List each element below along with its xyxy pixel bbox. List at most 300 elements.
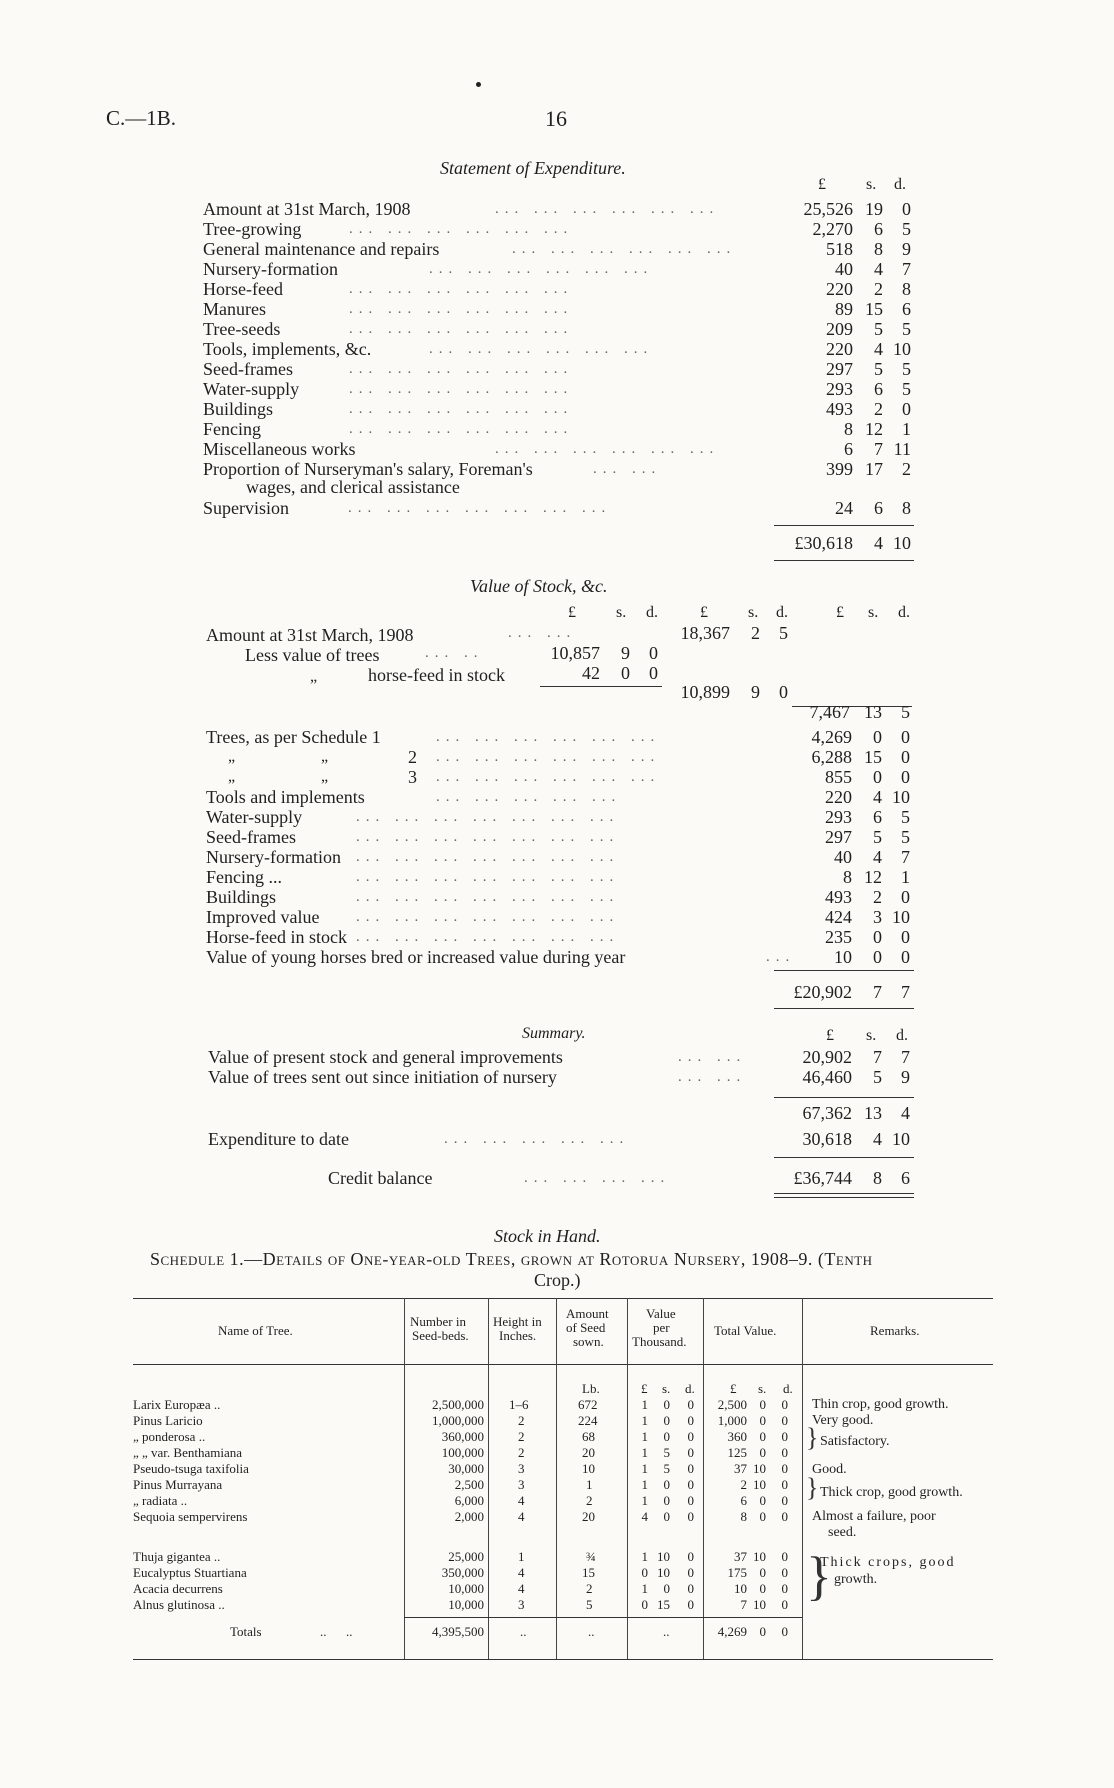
row-label: Credit balance <box>328 1168 433 1188</box>
amount-pounds: 46,460 <box>802 1067 852 1087</box>
subtotal-shillings: 13 <box>864 1103 882 1123</box>
seed-bed-count: 6,000 <box>454 1493 484 1508</box>
exp-col-pence: d. <box>894 176 906 193</box>
value-shillings: 0 <box>663 1581 670 1596</box>
row-label: Water-supply <box>206 807 303 827</box>
total-shillings: 10 <box>753 1549 766 1564</box>
value-pounds: 1 <box>641 1445 648 1460</box>
remark: Thick crop, good growth. <box>820 1485 963 1500</box>
row-label: Expenditure to date <box>208 1129 349 1149</box>
amount-pounds: 424 <box>825 907 852 927</box>
leader-dots: ... ... ... ... ... ... ... <box>356 929 620 945</box>
amount-pence: 8 <box>902 279 911 299</box>
totals-height-dots: .. <box>520 1624 527 1639</box>
amount-pounds: 493 <box>825 887 852 907</box>
exp-col-pounds: £ <box>818 176 826 193</box>
exp-col-shillings: s. <box>866 176 877 193</box>
totals-value-dots: .. <box>663 1624 670 1639</box>
amount-pence: 1 <box>902 419 911 439</box>
credit-pence: 6 <box>901 1168 910 1188</box>
leader-dots: ... ... ... ... ... ... <box>436 769 661 785</box>
total-pence: 10 <box>893 533 911 553</box>
amount-pounds: 89 <box>835 299 853 319</box>
stock-total-underline <box>774 1008 914 1009</box>
stock-less-total-pence: 0 <box>779 682 788 702</box>
amount-shillings: 4 <box>874 259 883 279</box>
row-label: Water-supply <box>203 379 300 399</box>
summary-row <box>208 1047 912 1067</box>
leader-dots: ... ... ... ... ... ... <box>436 729 661 745</box>
value-pounds: 1 <box>641 1493 648 1508</box>
amount-shillings: 8 <box>874 239 883 259</box>
seed-bed-count: 25,000 <box>448 1549 484 1564</box>
header-amount-l1: Amount <box>566 1306 609 1321</box>
remark: Thick crops, good <box>820 1555 956 1570</box>
amount-pounds: 855 <box>825 767 852 787</box>
seed-bed-count: 360,000 <box>441 1429 484 1444</box>
stock-schedule-row <box>206 767 912 787</box>
totals-pounds: 4,269 <box>717 1624 747 1639</box>
row-label: Trees, as per Schedule 1 <box>206 727 381 747</box>
amount-pence: 5 <box>902 319 911 339</box>
less-subtotal-rule <box>540 686 662 687</box>
seed-bed-count: 10,000 <box>448 1597 484 1612</box>
amount-shillings: 2 <box>874 399 883 419</box>
schedule-number: 2 <box>408 747 417 767</box>
value-shillings: 10 <box>657 1549 670 1564</box>
amount-shillings: 4 <box>873 847 882 867</box>
brace-mark: } <box>806 1423 819 1452</box>
amount-shillings: 5 <box>873 827 882 847</box>
leader-dots: ... ... ... ... ... ... <box>429 341 654 357</box>
total-pounds: 37 <box>734 1549 747 1564</box>
totals-label: Totals <box>230 1624 262 1639</box>
amount-pence: 5 <box>902 219 911 239</box>
leader-dots: ... ... ... ... ... ... ... <box>348 500 612 516</box>
amount-pence: 1 <box>901 867 910 887</box>
summary-expenditure-row <box>208 1129 912 1149</box>
amount-pounds: 493 <box>826 399 853 419</box>
total-pounds: 7 <box>740 1597 747 1612</box>
amount-shillings: 5 <box>873 1067 882 1087</box>
leader-dots: ... ... ... ... ... ... <box>495 441 720 457</box>
value-pounds: 1 <box>641 1413 648 1428</box>
expenditure-row <box>203 379 913 399</box>
value-shillings: 0 <box>663 1413 670 1428</box>
summary-col-pence: d. <box>896 1027 908 1044</box>
total-shillings: 0 <box>759 1565 766 1580</box>
leader-dots: ... ... ... ... ... ... <box>429 261 654 277</box>
value-shillings: 10 <box>657 1565 670 1580</box>
remark: Thin crop, good growth. <box>812 1397 949 1412</box>
amount-pounds: 235 <box>825 927 852 947</box>
expenditure-row <box>203 339 913 359</box>
leader-dots: ... <box>766 949 796 965</box>
seed-bed-count: 2,000 <box>454 1509 484 1524</box>
value-shillings: 15 <box>657 1597 670 1612</box>
amount-pounds: 24 <box>835 498 853 518</box>
amount-pence: 0 <box>901 947 910 967</box>
total-pence: 0 <box>781 1597 788 1612</box>
remark: seed. <box>828 1525 857 1540</box>
amount-pounds: 8 <box>844 419 853 439</box>
amount-pence: 8 <box>902 498 911 518</box>
col-rule <box>627 1298 628 1659</box>
tree-name: Thuja gigantea .. <box>133 1549 221 1564</box>
expenditure-row <box>203 319 913 339</box>
stock-less-trees-pounds: 10,857 <box>550 643 600 663</box>
total-pence: 0 <box>781 1581 788 1596</box>
height-inches: 1–6 <box>509 1397 529 1412</box>
value-shillings: 0 <box>663 1509 670 1524</box>
stock-less-col-shillings: s. <box>616 604 627 621</box>
row-label: Seed-frames <box>203 359 293 379</box>
total-pence: 0 <box>781 1549 788 1564</box>
row-label: Tree-growing <box>203 219 302 239</box>
amount-pence: 11 <box>893 439 911 459</box>
subtotal-pounds: 67,362 <box>802 1103 852 1123</box>
stock-row <box>206 867 912 887</box>
remark: Almost a failure, poor <box>812 1509 936 1524</box>
remark: Very good. <box>812 1413 874 1428</box>
amount-pounds: 2,270 <box>812 219 853 239</box>
stock-amount-pounds: 18,367 <box>680 623 730 643</box>
total-shillings: 10 <box>753 1597 766 1612</box>
leader-dots: ... ... ... ... ... ... <box>436 749 661 765</box>
amount-pence: 2 <box>902 459 911 479</box>
amount-shillings: 17 <box>865 459 883 479</box>
total-pounds: £30,618 <box>794 533 853 553</box>
amount-pounds: 6,288 <box>811 747 852 767</box>
leader-dots: ... ... <box>678 1069 747 1085</box>
height-inches: 3 <box>518 1597 525 1612</box>
amount-pence: 6 <box>902 299 911 319</box>
stock-less-horse-label: horse-feed in stock <box>368 665 505 685</box>
row-label: Tree-seeds <box>203 319 281 339</box>
amount-pence: 5 <box>902 359 911 379</box>
stock-right-col-pounds: £ <box>836 604 844 621</box>
seed-amount: 224 <box>578 1413 598 1428</box>
leader-dots: ... ... ... ... ... ... ... <box>356 889 620 905</box>
header-number-l2: Seed-beds. <box>412 1328 469 1343</box>
expenditure-row <box>203 439 913 459</box>
amount-pounds: 10 <box>834 947 852 967</box>
amount-pounds: 40 <box>835 259 853 279</box>
ditto-mark: „ <box>321 748 329 765</box>
stock-row <box>206 907 912 927</box>
stock-net-pounds: 7,467 <box>809 702 850 722</box>
expenditure-supervision-row <box>203 498 913 518</box>
totals-number: 4,395,500 <box>432 1624 484 1639</box>
unit-value-pence: d. <box>685 1381 695 1396</box>
leader-dots: ... ... ... ... ... ... ... <box>356 809 620 825</box>
schedule-header-rule <box>133 1364 993 1365</box>
expenditure-row <box>203 279 913 299</box>
amount-pence: 10 <box>892 907 910 927</box>
seed-amount: 672 <box>578 1397 598 1412</box>
total-shillings: 4 <box>874 533 883 553</box>
stock-row <box>206 887 912 907</box>
expenditure-row <box>203 459 913 479</box>
header-amount-l2: of Seed <box>566 1320 606 1335</box>
stock-mid-col-pounds: £ <box>700 604 708 621</box>
expenditure-total-row <box>203 533 913 553</box>
ditto-mark: „ <box>228 748 236 765</box>
leader-dots: ... ... ... ... ... ... <box>349 321 574 337</box>
stock-title: Value of Stock, &c. <box>470 576 608 596</box>
tree-name: Acacia decurrens <box>133 1581 223 1596</box>
header-value-l3: Thousand. <box>632 1334 687 1349</box>
value-shillings: 0 <box>663 1477 670 1492</box>
amount-pounds: 220 <box>825 787 852 807</box>
amount-shillings: 12 <box>865 419 883 439</box>
amount-pence: 0 <box>901 927 910 947</box>
header-height-l1: Height in <box>493 1314 542 1329</box>
stock-total-row <box>206 982 912 1002</box>
tree-name: Sequoia sempervirens <box>133 1509 248 1524</box>
value-pounds: 0 <box>641 1565 648 1580</box>
stock-amount-label: Amount at 31st March, 1908 <box>206 625 414 645</box>
amount-pence: 0 <box>901 747 910 767</box>
stock-mid-col-pence: d. <box>776 604 788 621</box>
stock-mid-col-shillings: s. <box>748 604 759 621</box>
value-pence: 0 <box>687 1413 694 1428</box>
value-pence: 0 <box>687 1397 694 1412</box>
height-inches: 4 <box>518 1565 525 1580</box>
stock-row <box>206 827 912 847</box>
expenditure-row <box>203 259 913 279</box>
amount-pounds: 293 <box>826 379 853 399</box>
amount-pounds: 297 <box>826 359 853 379</box>
amount-shillings: 0 <box>873 927 882 947</box>
tree-name: „ ponderosa .. <box>133 1429 206 1444</box>
amount-shillings: 5 <box>874 319 883 339</box>
schedule-caption-line2: Crop.) <box>534 1270 581 1290</box>
amount-pounds: 518 <box>826 239 853 259</box>
amount-shillings: 15 <box>865 299 883 319</box>
value-shillings: 0 <box>663 1493 670 1508</box>
value-shillings: 0 <box>663 1397 670 1412</box>
amount-shillings: 7 <box>874 439 883 459</box>
row-label: Nursery-formation <box>206 847 341 867</box>
height-inches: 2 <box>518 1445 525 1460</box>
amount-shillings: 19 <box>865 199 883 219</box>
total-pence: 0 <box>781 1565 788 1580</box>
amount-pence: 5 <box>901 807 910 827</box>
leader-dots: ... ... ... ... ... <box>444 1131 630 1147</box>
remark: growth. <box>834 1572 878 1587</box>
row-label: Value of trees sent out since initiation of nursery <box>208 1067 557 1087</box>
seed-amount: 1 <box>586 1477 593 1492</box>
seed-amount: 68 <box>582 1429 595 1444</box>
col-rule <box>556 1298 557 1659</box>
row-label: Tools, implements, &c. <box>203 339 372 359</box>
value-pounds: 1 <box>641 1461 648 1476</box>
expenditure-row <box>203 359 913 379</box>
leader-dots: ... ... ... ... ... ... <box>349 401 574 417</box>
total-pounds: 8 <box>740 1509 747 1524</box>
value-pence: 0 <box>687 1461 694 1476</box>
seed-bed-count: 100,000 <box>441 1445 484 1460</box>
amount-pounds: 8 <box>843 867 852 887</box>
row-label: Value of young horses bred or increased value during year <box>206 947 626 967</box>
height-inches: 4 <box>518 1581 525 1596</box>
brace-mark: } <box>806 1473 819 1502</box>
amount-pounds: 209 <box>826 319 853 339</box>
amount-pence: 5 <box>901 827 910 847</box>
amount-shillings: 6 <box>873 807 882 827</box>
schedule-caption-line1: Schedule 1.—Details of One-year-old Trees, grown at Rotorua Nursery, 1908–9. (Tenth <box>150 1249 873 1269</box>
unit-lb: Lb. <box>582 1381 600 1396</box>
leader-dots: ... ... <box>593 461 662 477</box>
amount-pounds: 25,526 <box>803 199 853 219</box>
total-pounds: 125 <box>727 1445 747 1460</box>
credit-pounds: £36,744 <box>793 1168 852 1188</box>
expenditure-total-rule <box>774 525 914 526</box>
total-pounds: 10 <box>734 1581 747 1596</box>
amount-pence: 10 <box>892 787 910 807</box>
tree-name: Pseudo-tsuga taxifolia <box>133 1461 249 1476</box>
amount-shillings: 2 <box>873 887 882 907</box>
total-pence: 0 <box>781 1477 788 1492</box>
row-label: Value of present stock and general improvements <box>208 1047 563 1067</box>
amount-shillings: 7 <box>873 1047 882 1067</box>
header-value-l2: per <box>653 1320 670 1335</box>
value-pence: 0 <box>687 1597 694 1612</box>
col-rule <box>488 1298 489 1659</box>
amount-shillings: 15 <box>864 747 882 767</box>
expenditure-row <box>203 199 913 219</box>
amount-pence: 0 <box>902 199 911 219</box>
total-shillings: 0 <box>759 1445 766 1460</box>
total-pounds: 37 <box>734 1461 747 1476</box>
height-inches: 3 <box>518 1461 525 1476</box>
leader-dots: ... ... ... ... ... ... <box>349 381 574 397</box>
remark: Satisfactory. <box>820 1434 890 1449</box>
tree-name: Alnus glutinosa .. <box>133 1597 225 1612</box>
total-pence: 7 <box>901 982 910 1002</box>
stock-less-horse-pence: 0 <box>649 663 658 683</box>
amount-pounds: 220 <box>826 279 853 299</box>
schedule-bottom-rule <box>133 1659 993 1660</box>
amount-shillings: 12 <box>864 867 882 887</box>
schedule-number: 3 <box>408 767 417 787</box>
amount-pounds: 20,902 <box>802 1047 852 1067</box>
row-label: Supervision <box>203 498 290 518</box>
tree-name: Pinus Murrayana <box>133 1477 223 1492</box>
summary-row <box>208 1067 912 1087</box>
height-inches: 1 <box>518 1549 525 1564</box>
value-pence: 0 <box>687 1477 694 1492</box>
row-label: Amount at 31st March, 1908 <box>203 199 411 219</box>
stock-less-col-pence: d. <box>646 604 658 621</box>
leader-dots: .. .. <box>320 1624 353 1639</box>
amount-pence: 10 <box>892 1129 910 1149</box>
total-pence: 0 <box>781 1509 788 1524</box>
total-pounds: 2,500 <box>717 1397 747 1412</box>
stock-row <box>206 947 912 967</box>
leader-dots: ... ... ... ... <box>524 1170 671 1186</box>
total-shillings: 0 <box>759 1493 766 1508</box>
summary-credit-row <box>208 1168 912 1188</box>
row-label: Fencing <box>203 419 261 439</box>
amount-shillings: 6 <box>874 379 883 399</box>
stock-right-col-pence: d. <box>898 604 910 621</box>
document-reference: C.—1B. <box>106 106 177 130</box>
seed-amount: 20 <box>582 1509 595 1524</box>
leader-dots: ... ... ... ... ... ... <box>349 301 574 317</box>
stock-right-col-shillings: s. <box>868 604 879 621</box>
total-shillings: 7 <box>873 982 882 1002</box>
amount-pounds: 220 <box>826 339 853 359</box>
amount-pence: 7 <box>901 847 910 867</box>
amount-shillings: 4 <box>874 339 883 359</box>
value-pence: 0 <box>687 1429 694 1444</box>
seed-amount: 2 <box>586 1493 593 1508</box>
stock-row <box>206 787 912 807</box>
stock-schedule-row <box>206 727 912 747</box>
seed-amount: 15 <box>582 1565 595 1580</box>
value-pence: 0 <box>687 1445 694 1460</box>
amount-shillings: 0 <box>873 727 882 747</box>
amount-pounds: 30,618 <box>802 1129 852 1149</box>
leader-dots: ... ... ... ... ... ... ... <box>356 909 620 925</box>
row-label: Nursery-formation <box>203 259 338 279</box>
totals-pence: 0 <box>781 1624 788 1639</box>
amount-pence: 10 <box>893 339 911 359</box>
expenditure-total-underline <box>774 560 914 561</box>
value-shillings: 0 <box>663 1429 670 1444</box>
value-pounds: 1 <box>641 1581 648 1596</box>
total-pence: 0 <box>781 1493 788 1508</box>
amount-shillings: 6 <box>874 498 883 518</box>
value-pence: 0 <box>687 1549 694 1564</box>
amount-pounds: 40 <box>834 847 852 867</box>
leader-dots: ... ... ... ... ... <box>436 789 622 805</box>
totals-rule <box>404 1617 802 1618</box>
summary-col-shillings: s. <box>866 1027 877 1044</box>
leader-dots: ... .. <box>425 645 484 661</box>
seed-amount: ¾ <box>586 1549 596 1564</box>
total-pence: 0 <box>781 1445 788 1460</box>
amount-shillings: 2 <box>874 279 883 299</box>
total-pounds: 1,000 <box>717 1413 747 1428</box>
leader-dots: ... ... ... ... ... ... ... <box>356 869 620 885</box>
amount-pounds: 293 <box>825 807 852 827</box>
unit-total-pence: d. <box>783 1381 793 1396</box>
stock-less-trees-pence: 0 <box>649 643 658 663</box>
stock-in-hand-title: Stock in Hand. <box>494 1226 601 1246</box>
amount-pounds: 4,269 <box>811 727 852 747</box>
stock-amount-pence: 5 <box>779 623 788 643</box>
schedule-top-rule <box>133 1298 993 1299</box>
row-label: Tools and implements <box>206 787 365 807</box>
total-shillings: 0 <box>759 1413 766 1428</box>
stock-net-pence: 5 <box>901 702 910 722</box>
expenditure-row <box>203 239 913 259</box>
total-shillings: 0 <box>759 1581 766 1596</box>
value-pounds: 1 <box>641 1477 648 1492</box>
row-label: General maintenance and repairs <box>203 239 440 259</box>
total-pounds: 175 <box>727 1565 747 1580</box>
col-rule <box>802 1298 803 1659</box>
row-label: Fencing ... <box>206 867 282 887</box>
row-label: Buildings <box>203 399 274 419</box>
totals-amount-dots: .. <box>588 1624 595 1639</box>
row-label: Seed-frames <box>206 827 296 847</box>
tree-name: „ radiata .. <box>133 1493 188 1508</box>
amount-shillings: 0 <box>873 767 882 787</box>
